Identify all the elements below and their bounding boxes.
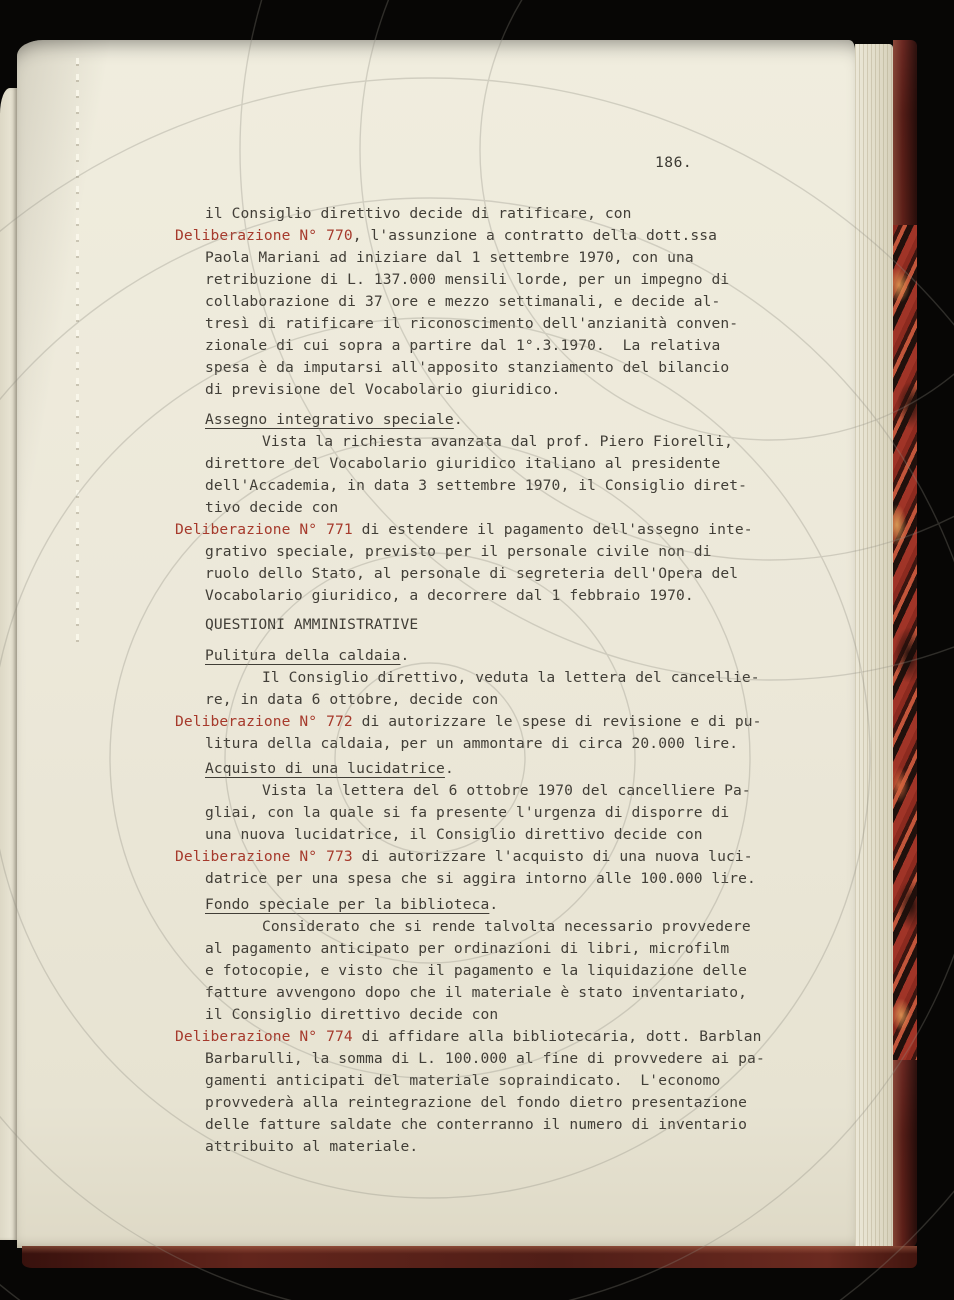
typed-line <box>175 409 815 431</box>
typed-line <box>175 846 815 868</box>
typed-line <box>175 733 815 755</box>
typed-line <box>175 1004 815 1026</box>
typed-line <box>175 645 815 667</box>
typed-line <box>175 1136 815 1158</box>
typed-text: delle fatture saldate che conterranno il numero di inventario <box>205 1116 748 1133</box>
typed-text: grativo speciale, previsto per il personale civile non di <box>205 543 712 560</box>
typed-text: retribuzione di L. 137.000 mensili lorde, per un impegno di <box>205 271 730 288</box>
deliberazione-number: Deliberazione N° 771 <box>175 521 353 538</box>
typed-line <box>175 982 815 1004</box>
typed-text: fatture avvengono dopo che il materiale è stato inventariato, <box>205 984 748 1001</box>
cover-edge <box>893 40 917 1248</box>
typed-text: il Consiglio direttivo decide di ratificare, con <box>205 205 632 222</box>
typed-text: collaborazione di 37 ore e mezzo settimanali, e decide al- <box>205 293 721 310</box>
typed-text: re, in data 6 ottobre, decide con <box>205 691 499 708</box>
section-heading-text: Assegno integrativo speciale <box>205 411 454 428</box>
typed-line <box>175 667 815 689</box>
typed-line <box>175 269 815 291</box>
typed-line <box>175 1114 815 1136</box>
typed-text: , l'assunzione a contratto della dott.ssa <box>352 227 718 244</box>
typed-line <box>175 824 815 846</box>
typed-line <box>175 541 815 563</box>
typed-text: di estendere il pagamento dell'assegno inte- <box>352 521 753 538</box>
typed-line <box>175 519 815 541</box>
section-heading-text: Fondo speciale per la biblioteca <box>205 896 490 913</box>
typed-line <box>175 758 815 780</box>
section-heading-text: Acquisto di una lucidatrice <box>205 760 445 777</box>
typed-line <box>175 431 815 453</box>
typed-text: spesa è da imputarsi all'apposito stanziamento del bilancio <box>205 359 730 376</box>
typed-text: tresì di ratificare il riconoscimento dell'anzianità conven- <box>205 315 739 332</box>
typed-text: gamenti anticipati del materiale sopraindicato. L'economo <box>205 1072 721 1089</box>
typed-line <box>175 1026 815 1048</box>
typed-line <box>175 1048 815 1070</box>
typed-text: . <box>489 896 499 913</box>
section-heading-text: Pulitura della caldaia <box>205 647 401 664</box>
typed-line <box>175 379 815 401</box>
blank-line <box>175 401 815 409</box>
typed-text: di previsione del Vocabolario giuridico. <box>205 381 561 398</box>
blank-line <box>175 636 815 645</box>
typed-text: zionale di cui sopra a partire dal 1°.3.1970. La relativa <box>205 337 721 354</box>
typed-line <box>175 497 815 519</box>
typed-text: Vista la richiesta avanzata dal prof. Piero Fiorelli, <box>262 433 733 450</box>
fore-edge-page-stack <box>855 44 893 1246</box>
typed-text: Paola Mariani ad iniziare dal 1 settembre 1970, con una <box>205 249 694 266</box>
typed-text: datrice per una spesa che si aggira intorno alle 100.000 lire. <box>205 870 756 887</box>
typed-line <box>175 802 815 824</box>
typed-line <box>175 868 815 890</box>
typed-line <box>175 916 815 938</box>
typed-text: il Consiglio direttivo decide con <box>205 1006 499 1023</box>
typed-text: . <box>400 647 410 664</box>
typed-text: ruolo dello Stato, al personale di segreteria dell'Opera del <box>205 565 739 582</box>
marbled-paper-edge <box>893 225 917 1060</box>
typed-line <box>175 1070 815 1092</box>
typed-line <box>175 780 815 802</box>
typed-line <box>175 225 815 247</box>
typed-text: una nuova lucidatrice, il Consiglio direttivo decide con <box>205 826 703 843</box>
typed-text: Considerato che si rende talvolta necessario provvedere <box>262 918 751 935</box>
typed-text: direttore del Vocabolario giuridico italiano al presidente <box>205 455 721 472</box>
typed-text: . <box>444 760 454 777</box>
typed-text: dell'Accademia, in data 3 settembre 1970, il Consiglio diret- <box>205 477 748 494</box>
deliberazione-number: Deliberazione N° 772 <box>175 713 353 730</box>
typed-line <box>175 357 815 379</box>
typed-text: Vocabolario giuridico, a decorrere dal 1 febbraio 1970. <box>205 587 694 604</box>
typed-line <box>175 614 815 636</box>
book-page <box>17 40 855 1248</box>
typed-line <box>175 453 815 475</box>
typed-line <box>175 1092 815 1114</box>
typed-text: di autorizzare l'acquisto di una nuova luci- <box>352 848 753 865</box>
typed-line <box>175 247 815 269</box>
typed-line <box>175 689 815 711</box>
typed-text: provvederà alla reintegrazione del fondo dietro presentazione <box>205 1094 748 1111</box>
typed-text: attribuito al materiale. <box>205 1138 419 1155</box>
typed-text: gliai, con la quale si fa presente l'urgenza di disporre di <box>205 804 730 821</box>
typed-text: di affidare alla bibliotecaria, dott. Barblan <box>352 1028 762 1045</box>
cover-bottom-edge <box>22 1246 917 1268</box>
typed-text: al pagamento anticipato per ordinazioni di libri, microfilm <box>205 940 730 957</box>
typed-text: litura della caldaia, per un ammontare di circa 20.000 lire. <box>205 735 739 752</box>
typed-text: e fotocopie, e visto che il pagamento e la liquidazione delle <box>205 962 748 979</box>
typed-line <box>175 585 815 607</box>
typed-line <box>175 313 815 335</box>
typed-line <box>175 291 815 313</box>
typed-text: di autorizzare le spese di revisione e di pu- <box>352 713 762 730</box>
typed-text: Barbarulli, la somma di L. 100.000 al fine di provvedere ai pa- <box>205 1050 765 1067</box>
typed-line <box>175 203 815 225</box>
page-number: 186. <box>655 154 693 171</box>
typed-line <box>175 938 815 960</box>
leather-corner-bottom <box>893 1060 917 1248</box>
blank-line <box>175 607 815 614</box>
typed-text: tivo decide con <box>205 499 339 516</box>
typed-line <box>175 894 815 916</box>
typed-text: Il Consiglio direttivo, veduta la lettera del cancellie- <box>262 669 760 686</box>
typed-line <box>175 563 815 585</box>
typed-text: QUESTIONI AMMINISTRATIVE <box>205 616 419 633</box>
deliberazione-number: Deliberazione N° 774 <box>175 1028 353 1045</box>
leather-corner-top <box>893 40 917 225</box>
typed-line <box>175 335 815 357</box>
left-page-stack-edge <box>0 88 17 1240</box>
typed-line <box>175 711 815 733</box>
deliberazione-number: Deliberazione N° 770 <box>175 227 353 244</box>
typed-line <box>175 475 815 497</box>
binding-stitches <box>76 58 79 648</box>
typed-lines <box>175 203 815 1158</box>
typed-text: Vista la lettera del 6 ottobre 1970 del cancelliere Pa- <box>262 782 751 799</box>
typed-line <box>175 960 815 982</box>
typed-text: . <box>453 411 463 428</box>
deliberazione-number: Deliberazione N° 773 <box>175 848 353 865</box>
